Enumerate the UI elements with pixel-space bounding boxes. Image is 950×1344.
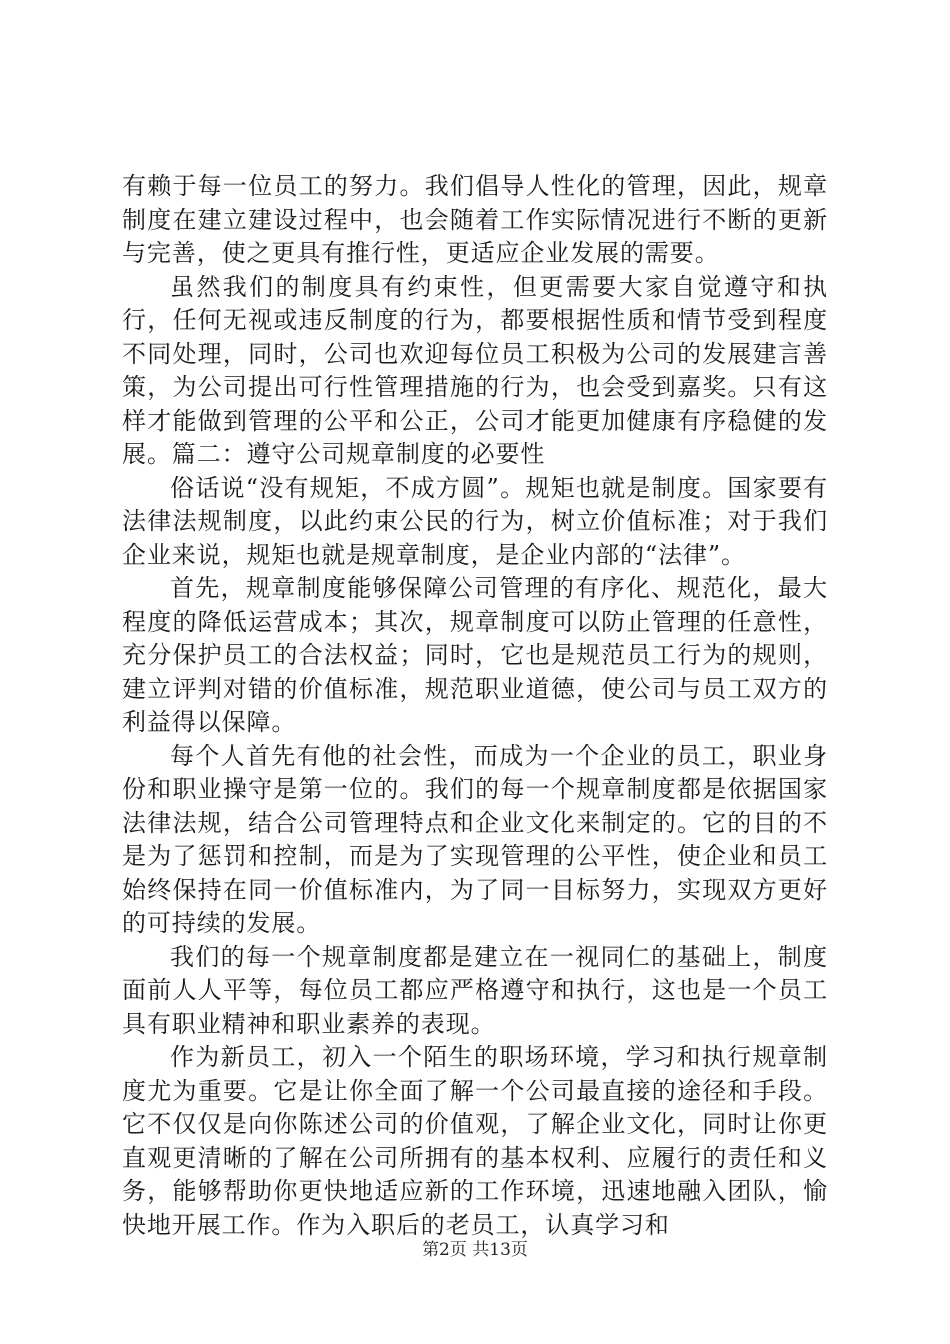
document-body [122,170,828,1242]
paragraph-5: 每个人首先有他的社会性，而成为一个企业的员工，职业身份和职业操守是第一位的。我们的每一个规章制度都是依据国家法律法规，结合公司管理特点和企业文化来制定的。它的目的不是为了惩罚和控制，而是为了实现管理的公平性，使企业和员工始终保持在同一价值标准内，为了同一目标努力，实现双方更好的可持续的发展。 [122,741,828,937]
paragraph-2: 虽然我们的制度具有约束性，但更需要大家自觉遵守和执行，任何无视或违反制度的行为，都要根据性质和情节受到程度不同处理，同时，公司也欢迎每位员工积极为公司的发展建言善策，为公司提出可行性管理措施的行为，也会受到嘉奖。只有这样才能做到管理的公平和公正，公司才能更加健康有序稳健的发展。篇二：遵守公司规章制度的必要性 [122,272,828,468]
paragraph-4: 首先，规章制度能够保障公司管理的有序化、规范化，最大程度的降低运营成本；其次，规章制度可以防止管理的任意性，充分保护员工的合法权益；同时，它也是规范员工行为的规则，建立评判对错的价值标准，规范职业道德，使公司与员工双方的利益得以保障。 [122,574,828,736]
paragraph-7: 作为新员工，初入一个陌生的职场环境，学习和执行规章制度尤为重要。它是让你全面了解一个公司最直接的途径和手段。它不仅仅是向你陈述公司的价值观，了解企业文化，同时让你更直观更清晰的了解在公司所拥有的基本权利、应履行的责任和义务，能够帮助你更快地适应新的工作环境，迅速地融入团队，愉快地开展工作。作为入职后的老员工，认真学习和 [122,1043,828,1239]
paragraph-6: 我们的每一个规章制度都是建立在一视同仁的基础上，制度面前人人平等，每位员工都应严格遵守和执行，这也是一个员工具有职业精神和职业素养的表现。 [122,942,828,1038]
paragraph-1: 有赖于每一位员工的努力。我们倡导人性化的管理，因此，规章制度在建立建设过程中，也会随着工作实际情况进行不断的更新与完善，使之更具有推行性，更适应企业发展的需要。 [122,172,828,267]
page-footer [0,1238,950,1262]
page-total: 共13页 [472,1240,528,1260]
page-number: 第2页 [422,1240,467,1260]
paragraph-3: 俗话说“没有规矩，不成方圆”。规矩也就是制度。国家要有法律法规制度，以此约束公民的行为，树立价值标准；对于我们企业来说，规矩也就是规章制度，是企业内部的“法律”。 [122,473,828,569]
